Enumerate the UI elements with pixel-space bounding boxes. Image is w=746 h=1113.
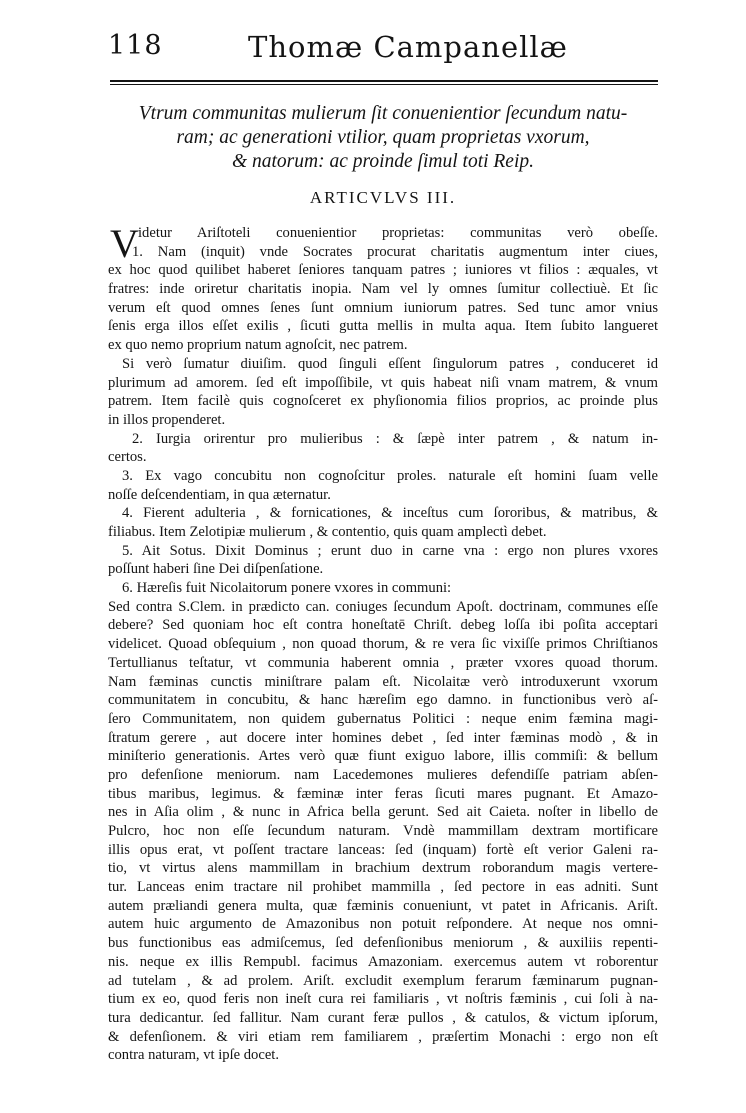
text-line: pro defenſione meniorum. nam Lacedemones mulieres defendiſſe patriam abſen- — [108, 766, 658, 783]
text-line: poſſunt haberi ſine Dei diſpenſatione. — [108, 561, 324, 578]
page-number: 118 — [108, 30, 163, 61]
drop-cap: V — [110, 221, 139, 266]
question-title — [108, 102, 658, 174]
text-line: ſtratum gerere , aut docere inter homines debet , ſed inter fæminas modò , & in — [108, 729, 658, 746]
page-header — [108, 30, 656, 70]
text-line: videlicet. Quoad obſequium , non quoad thorum, & re vera ſic vixiſſe primos Chriſtianos — [108, 636, 658, 653]
text-line: Nam fæminas cunctis miniſtrare palam eſt. Nicolaitæ verò introduxerunt vxorum — [108, 673, 658, 690]
text-line: plurimum ad amorem. ſed eſt impoſſibile, vt quis habeat niſi vnam matrem, & vnum — [108, 374, 658, 391]
text-line: communitatem in concubitu, & hanc hæreſim ego damno. in functionibus verò aſ- — [108, 692, 658, 709]
text-line: miniſterio generationis. Artes verò quæ fiunt exiguo labore, illis commiſi: & bellum — [108, 748, 658, 765]
text-line: illis opus erat, vt poſſent tractare lanceas: ſed (inquam) fortè eſt verior Galeni ra- — [108, 841, 658, 858]
text-line: tibus maribus, legimus. & fæminæ inter feras ſicuti mares pugnant. Et Amazo- — [108, 785, 658, 802]
text-line: filiabus. Item Zelotipiæ mulierum , & contentio, quis quam amplectì debet. — [108, 524, 547, 540]
text-line: bus functionibus eas admiſcemus, ſed defenſionibus meniorum , & auxiliis repenti- — [108, 935, 658, 952]
text-line: & defenſionem. & viri etiam rem familiarem , præſertim Monachi : ergo non eſt — [108, 1028, 658, 1045]
text-line: verum eſt quod omnes ſenes ſunt omnium iuniorum patres. Sed tunc amor vnius — [108, 299, 658, 316]
body-text — [108, 221, 658, 1065]
text-line: autem præliandi genera multa, quæ fæminis conueniunt, vt patet in Africanis. Ariſt. — [108, 897, 658, 914]
text-line: ſenis erga illos eſſet exilis , ſicuti gutta mellis in multa aqua. Item ſubito langueret — [108, 318, 658, 335]
text-line: 3. Ex vago concubitu non cognoſcitur proles. naturale eſt homini ſuam velle — [122, 467, 658, 484]
text-line: 1. Nam (inquit) vnde Socrates procurat charitatis augmentum inter ciues, — [132, 243, 658, 260]
text-line: Sed contra S.Clem. in prædicto can. coniuges ſecundum Apoſt. doctrinam, communes eſſe — [108, 598, 658, 615]
text-line: ex quo nemo proprium natum agnoſcit, nec patrem. — [108, 337, 408, 354]
text-line: fratres: inde oriretur charitatis inopia. Nam vel ly omnes ſumitur collectiuè. Et ſic — [108, 281, 658, 298]
text-line: tio, vt virtus alens mammillam in brachium dextrum roborandum magis vertere- — [108, 860, 658, 877]
text-line: ex hoc quod quilibet haberet ſeniores tanquam patres ; iuniores vt filios : æquales, vt — [108, 262, 658, 279]
text-line: tur. Lanceas enim tractare nil prohibet mammilla , ſed pectore in eas adniti. Sunt — [108, 879, 658, 896]
text-line: ad tutelam , & ad prolem. Ariſt. excludit exemplum ferarum fæminarum pugnan- — [108, 972, 658, 989]
text-line: ſero Communitatem, non quidem gubernatus Politici : neque enim fæmina magi- — [108, 710, 658, 727]
text-line: 4. Fierent adulteria , & fornicationes, & inceſtus cum ſororibus, & matribus, & — [122, 505, 658, 522]
text-line: patrem. Item facilè quis cognoſceret ex phyſionomia filios proprios, ac proinde plus — [108, 393, 658, 410]
text-line: Pulcro, hoc non eſſe ſecundum naturam. Vndè mammillam dextram mortificare — [108, 823, 658, 839]
text-line: tium ex eo, quod feris non ineſt cura rei familiaris , vt noſtris fæminis , cui ſoli à na- — [108, 991, 658, 1008]
text-line: nes in Aſia olim , & nunc in Africa bella gerunt. Sed ait Caieta. noſter in libello de — [108, 804, 658, 821]
text-line: contra naturam, vt ipſe docet. — [108, 1047, 280, 1064]
text-line: in illos propenderet. — [108, 411, 226, 428]
text-line: idetur Ariſtoteli conuenientior proprietas: communitas verò obeſſe. — [138, 225, 658, 241]
text-line: nis. neque ex illis Rempubl. facimus Amazoniam. exercemus autem vt roborentur — [108, 953, 658, 970]
text-line: Tertullianus teſtatur, vt communia haberent omnia , præter vxores quoad thorum. — [108, 654, 658, 671]
text-line: 6. Hæreſis fuit Nicolaitorum ponere vxores in communi: — [122, 580, 452, 597]
text-line: noſſe deſcendentiam, in qua æternatur. — [108, 486, 331, 503]
text-line: autem huic argumento de Amazonibus non potuit reſpondere. At neque nos omni- — [108, 916, 658, 933]
title-line: ram; ac generationi vtilior, quam proprietas vxorum, — [176, 127, 590, 148]
header-rule-thin — [110, 84, 658, 85]
title-line: Vtrum communitas mulierum ſit conuenientior ſecundum natu- — [138, 103, 628, 124]
text-line: 2. Iurgia orirentur pro mulieribus : & ſæpè inter patrem , & natum in- — [132, 430, 658, 447]
text-line: tura dedicantur. ſed fallitur. Nam curant feræ pullos , & catulos, & victum ipſorum, — [108, 1009, 658, 1026]
title-line: & natorum: ac proinde ſimul toti Reip. — [231, 151, 535, 172]
text-line: 5. Ait Sotus. Dixit Dominus ; erunt duo in carne vna : ergo non plures vxores — [122, 542, 658, 559]
article-heading: ARTICVLVS III. — [309, 188, 457, 207]
text-line: certos. — [108, 449, 147, 466]
text-line: debere? Sed quoniam hoc eſt contra honeſtatē Chriſt. debeg loſſa ibi poſita acceptari — [108, 617, 658, 634]
running-head: Thomæ Campanellæ — [248, 30, 568, 64]
text-line: Si verò ſumatur diuiſim. quod ſinguli eſſent ſingulorum patres , conduceret id — [122, 355, 658, 372]
header-rule — [110, 80, 658, 82]
